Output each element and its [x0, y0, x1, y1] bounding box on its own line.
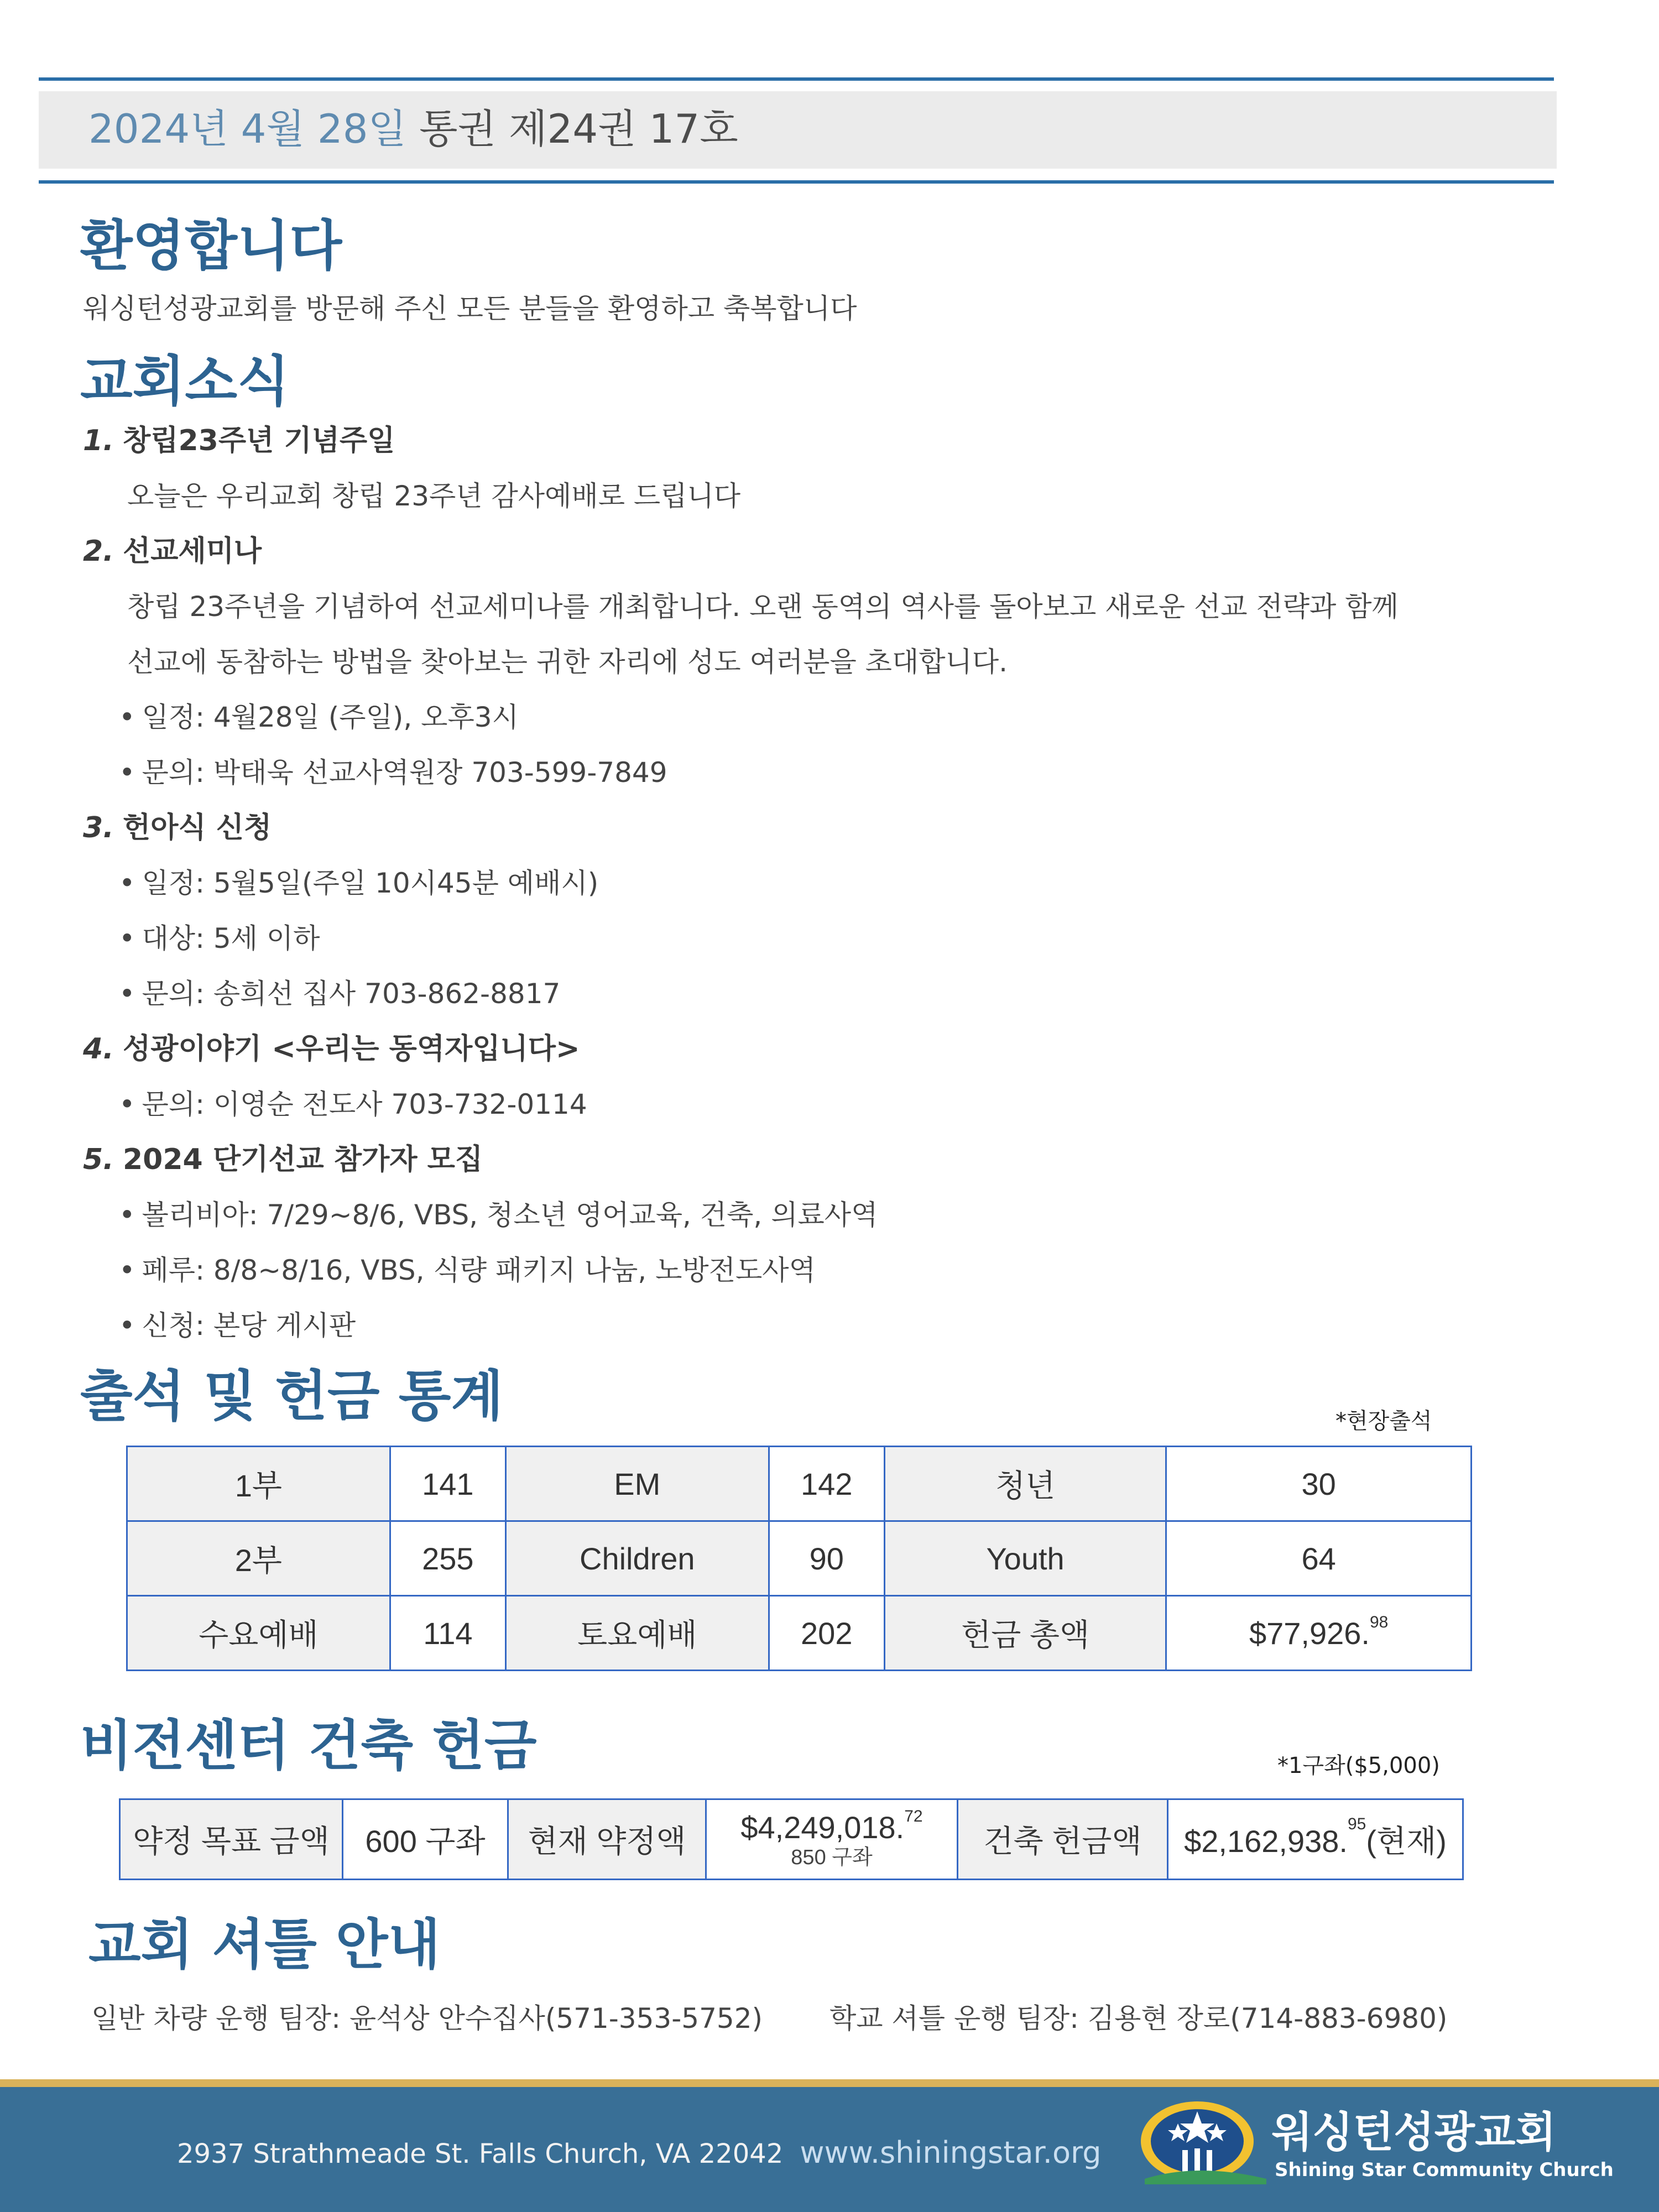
church-logo-icon [1139, 2096, 1272, 2190]
stats-cell: 114 [390, 1596, 505, 1671]
stats-cell: 30 [1166, 1447, 1472, 1521]
table-row [127, 1447, 1472, 1521]
pledge-value: $4,249,018.72 850 구좌 [706, 1799, 958, 1880]
stats-cell: 255 [390, 1521, 505, 1596]
shuttle-school: 학교 셔틀 운행 팀장: 김용현 장로(714-883-6980) [830, 2002, 1448, 2034]
news-item-1-title: 1. 창립23주년 기념주일 [83, 424, 395, 457]
bulletin-header [88, 98, 738, 159]
goal-label: 약정 목표 금액 [120, 1799, 343, 1880]
pledge-label: 현재 약정액 [508, 1799, 706, 1880]
bulletin-date: 2024년 4월 28일 [88, 106, 407, 152]
stats-cell: 142 [769, 1447, 884, 1521]
stats-cell: 헌금 총액 [884, 1596, 1166, 1671]
news-item-3-title: 3. 헌아식 신청 [83, 811, 272, 844]
footer-gold-band [0, 2079, 1659, 2087]
bulletin-issue: 통권 제24권 17호 [419, 106, 738, 152]
stats-cell: Children [505, 1521, 769, 1596]
stats-cell: 90 [769, 1521, 884, 1596]
news-item-3-bullet-3: • 문의: 송희선 집사 703-862-8817 [119, 974, 560, 1013]
table-row [120, 1799, 1463, 1880]
shuttle-title: 교회 셔틀 안내 [88, 1913, 441, 1976]
news-item-2-title: 2. 선교세미나 [83, 535, 262, 568]
address-text: 2937 Strathmeade St. Falls Church, VA 22042 [177, 2138, 784, 2169]
fund-value: $2,162,938.95(현재) [1168, 1799, 1463, 1880]
offering-total: $77,926.98 [1166, 1596, 1472, 1671]
pledge-units: 850 구좌 [791, 1845, 873, 1869]
news-item-5-bullet-2: • 페루: 8/8~8/16, VBS, 식량 패키지 나눔, 노방전도사역 [119, 1251, 816, 1290]
header-top-rule [39, 77, 1554, 81]
shuttle-general: 일반 차량 운행 팀장: 윤석상 안수집사(571-353-5752) [91, 2002, 763, 2034]
header-bottom-rule [39, 180, 1554, 184]
stats-cell: 64 [1166, 1521, 1472, 1596]
news-item-5-bullet-1: • 볼리비아: 7/29~8/6, VBS, 청소년 영어교육, 건축, 의료사역 [119, 1196, 878, 1234]
news-title: 교회소식 [80, 350, 290, 413]
stats-cell: Youth [884, 1521, 1166, 1596]
fund-label: 건축 헌금액 [958, 1799, 1168, 1880]
welcome-text: 워싱턴성광교회를 방문해 주신 모든 분들을 환영하고 축복합니다 [83, 293, 857, 325]
news-item-1-line: 오늘은 우리교회 창립 23주년 감사예배로 드립니다 [127, 480, 741, 512]
news-item-5-bullet-3: • 신청: 본당 게시판 [119, 1306, 356, 1345]
website-link[interactable]: www.shiningstar.org [800, 2135, 1102, 2170]
church-name-korean: 워싱턴성광교회 [1272, 2107, 1556, 2157]
goal-value: 600 구좌 [343, 1799, 508, 1880]
news-item-2-bullet-1: • 일정: 4월28일 (주일), 오후3시 [119, 698, 519, 737]
news-item-3-bullet-2: • 대상: 5세 이하 [119, 919, 320, 958]
building-table [119, 1798, 1464, 1880]
table-row [127, 1596, 1472, 1671]
news-item-2-line-1: 창립 23주년을 기념하여 선교세미나를 개최합니다. 오랜 동역의 역사를 돌아보고 새로운 선교 전략과 함께 [127, 591, 1399, 623]
stats-title: 출석 및 헌금 통계 [80, 1365, 504, 1428]
news-item-2-line-2: 선교에 동참하는 방법을 찾아보는 귀한 자리에 성도 여러분을 초대합니다. [127, 646, 1008, 678]
stats-note: *현장출석 [1335, 1408, 1432, 1434]
table-row [127, 1521, 1472, 1596]
stats-cell: 1부 [127, 1447, 390, 1521]
stats-cell: 청년 [884, 1447, 1166, 1521]
news-item-4-title: 4. 성광이야기 <우리는 동역자입니다> [83, 1032, 580, 1066]
building-note: *1구좌($5,000) [1277, 1753, 1440, 1778]
stats-cell: 수요예배 [127, 1596, 390, 1671]
stats-table [126, 1446, 1472, 1671]
building-title: 비전센터 건축 헌금 [80, 1714, 537, 1777]
stats-cell: EM [505, 1447, 769, 1521]
welcome-title: 환영합니다 [80, 215, 342, 278]
stats-cell: 토요예배 [505, 1596, 769, 1671]
stats-cell: 141 [390, 1447, 505, 1521]
stats-cell: 202 [769, 1596, 884, 1671]
news-item-4-bullet-1: • 문의: 이영순 전도사 703-732-0114 [119, 1085, 587, 1124]
stats-cell: 2부 [127, 1521, 390, 1596]
news-item-3-bullet-1: • 일정: 5월5일(주일 10시45분 예배시) [119, 864, 598, 902]
news-item-2-bullet-2: • 문의: 박태욱 선교사역원장 703-599-7849 [119, 753, 667, 792]
news-item-5-title: 5. 2024 단기선교 참가자 모집 [83, 1143, 483, 1176]
church-name-english: Shining Star Community Church [1275, 2159, 1614, 2181]
footer-address [177, 2133, 1102, 2173]
